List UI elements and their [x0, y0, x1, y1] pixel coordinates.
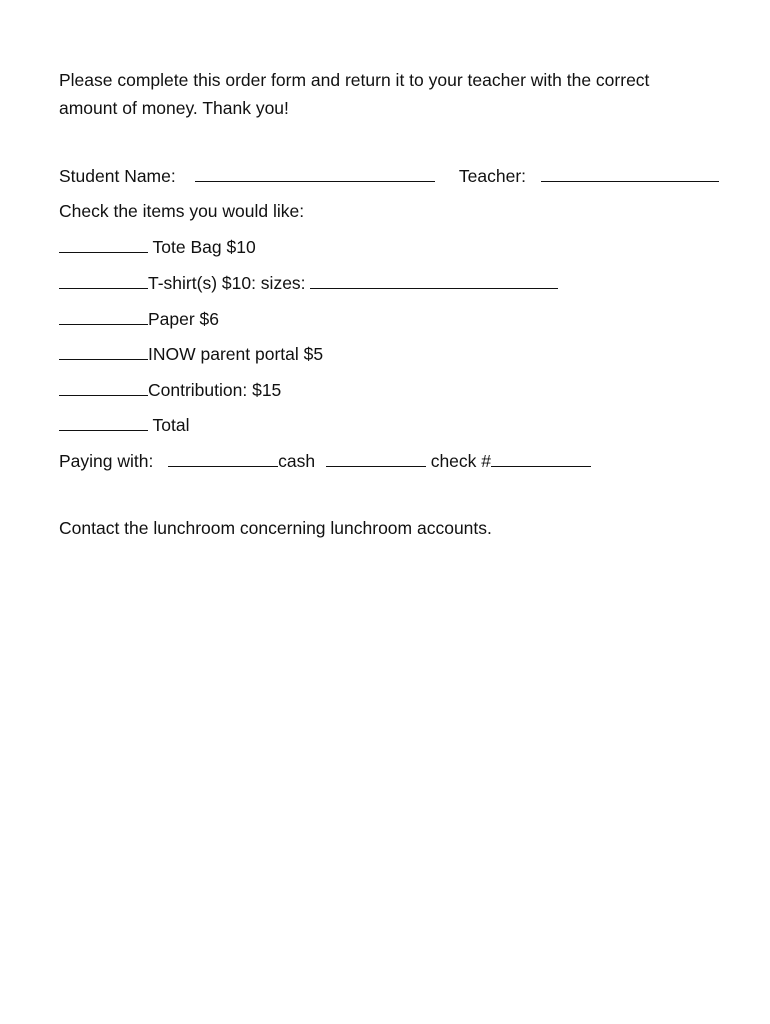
intro-text: Please complete this order form and return it to your teacher with the correct amount of money. Thank you!	[59, 70, 650, 118]
tote-bag-quantity-field[interactable]	[59, 235, 148, 253]
check-number-field[interactable]	[491, 449, 591, 467]
tshirt-sizes-field[interactable]	[310, 271, 558, 289]
name-row	[59, 164, 719, 187]
item-row-tshirt	[59, 271, 558, 294]
teacher-field[interactable]	[541, 164, 719, 182]
item-label: T-shirt(s) $10: sizes:	[148, 273, 311, 293]
item-label: INOW parent portal $5	[148, 344, 324, 364]
item-row-tote-bag	[59, 235, 256, 258]
footer-note: Contact the lunchroom concerning lunchroom accounts.	[59, 518, 492, 538]
inow-quantity-field[interactable]	[59, 342, 148, 360]
payment-row	[59, 449, 591, 472]
item-row-paper	[59, 307, 219, 330]
check-number-label: check #	[430, 451, 492, 471]
item-label: Tote Bag $10	[148, 237, 256, 257]
cash-amount-field[interactable]	[168, 449, 278, 467]
paying-with-label: Paying with:	[59, 451, 154, 471]
cash-label: cash	[278, 451, 316, 471]
teacher-label: Teacher:	[458, 166, 527, 186]
item-row-inow	[59, 342, 323, 365]
item-label: Paper $6	[148, 309, 220, 329]
student-name-field[interactable]	[195, 164, 435, 182]
item-row-contribution	[59, 378, 281, 401]
order-form	[59, 66, 719, 538]
check-items-label: Check the items you would like:	[59, 201, 305, 221]
student-name-label: Student Name:	[59, 166, 176, 186]
item-row-total	[59, 413, 190, 436]
item-label: Total	[148, 415, 190, 435]
total-field[interactable]	[59, 413, 148, 431]
paper-quantity-field[interactable]	[59, 307, 148, 325]
contribution-quantity-field[interactable]	[59, 378, 148, 396]
check-amount-field[interactable]	[326, 449, 426, 467]
tshirt-quantity-field[interactable]	[59, 271, 148, 289]
item-label: Contribution: $15	[148, 380, 282, 400]
